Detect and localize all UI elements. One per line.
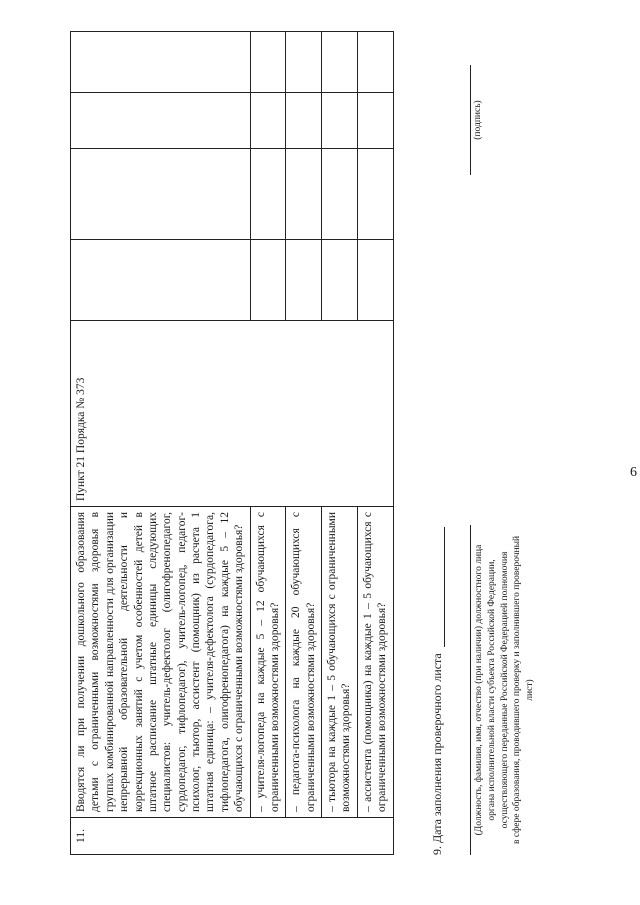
- answer-cell[interactable]: [322, 93, 358, 149]
- answer-cell[interactable]: [357, 32, 393, 93]
- answer-cell[interactable]: [71, 93, 251, 149]
- reference-cell: Пункт 21 Порядка № 373: [71, 321, 394, 507]
- question-cell: – тьютора на каждые 1 – 5 обучающихся с ограниченными возможностями здоровья?: [322, 507, 358, 818]
- answer-cell[interactable]: [286, 240, 322, 321]
- answer-cell[interactable]: [357, 240, 393, 321]
- position-caption: (Должность, фамилия, имя, отчество (при наличии) должностного лица органа исполнительной власти субъекта Российской Федерации, осуществляющего переданные Российской Федерацией полномочия в сфере образования, проводившего проверку и заполнившего проверочный лист): [474, 535, 536, 845]
- date-label: 9. Дата заполнения проверочного листа: [430, 653, 444, 855]
- position-line[interactable]: [470, 525, 471, 855]
- row-number: 11.: [71, 818, 394, 855]
- question-cell: – педагога-психолога на каждые 20 обучающихся с ограниченными возможностями здоровья?: [286, 507, 322, 818]
- answer-cell[interactable]: [250, 149, 286, 240]
- question-cell: – учителя-логопеда на каждые 5 – 12 обучающихся с ограниченными возможностями здоровья?: [250, 507, 286, 818]
- page-number: 6: [630, 465, 637, 480]
- answer-cell[interactable]: [322, 32, 358, 93]
- answer-cell[interactable]: [322, 240, 358, 321]
- answer-cell[interactable]: [250, 93, 286, 149]
- signature-line[interactable]: [470, 65, 471, 175]
- answer-cell[interactable]: [250, 240, 286, 321]
- answer-cell[interactable]: [286, 149, 322, 240]
- question-cell: Вводятся ли при получении дошкольного образования детьми с ограниченными возможностями здоровья в группах комбинированной направленности для организации непрерывной образовательной деятельности и коррекционных занятий с учетом особенностей детей в штатное расписание штатные единицы следующих специалистов: учитель-дефектолог (олигофренопедагог, сурдопедагог, тифлопедагог), учитель-логопед, педагог-психолог, тьютор, ассистент (помощник) из расчета 1 штатная единица: – учителя-дефектолога (сурдопедагога, тифлопедагога, олигофренопедагога) на каждые 5 – 12 обучающихся с ограниченными возможностями здоровья?: [71, 507, 251, 818]
- signature-caption: (подпись): [473, 100, 483, 140]
- answer-cell[interactable]: [286, 93, 322, 149]
- answer-cell[interactable]: [71, 149, 251, 240]
- answer-cell[interactable]: [286, 32, 322, 93]
- question-cell: – ассистента (помощника) на каждые 1 – 5 обучающихся с ограниченными возможностями здоровья?: [357, 507, 393, 818]
- checklist-table: [70, 31, 394, 855]
- answer-cell[interactable]: [357, 93, 393, 149]
- date-field[interactable]: [432, 527, 445, 647]
- answer-cell[interactable]: [71, 240, 251, 321]
- answer-cell[interactable]: [322, 149, 358, 240]
- answer-cell[interactable]: [250, 32, 286, 93]
- date-section: [430, 55, 445, 855]
- table-row: [71, 32, 251, 855]
- answer-cell[interactable]: [357, 149, 393, 240]
- answer-cell[interactable]: [71, 32, 251, 93]
